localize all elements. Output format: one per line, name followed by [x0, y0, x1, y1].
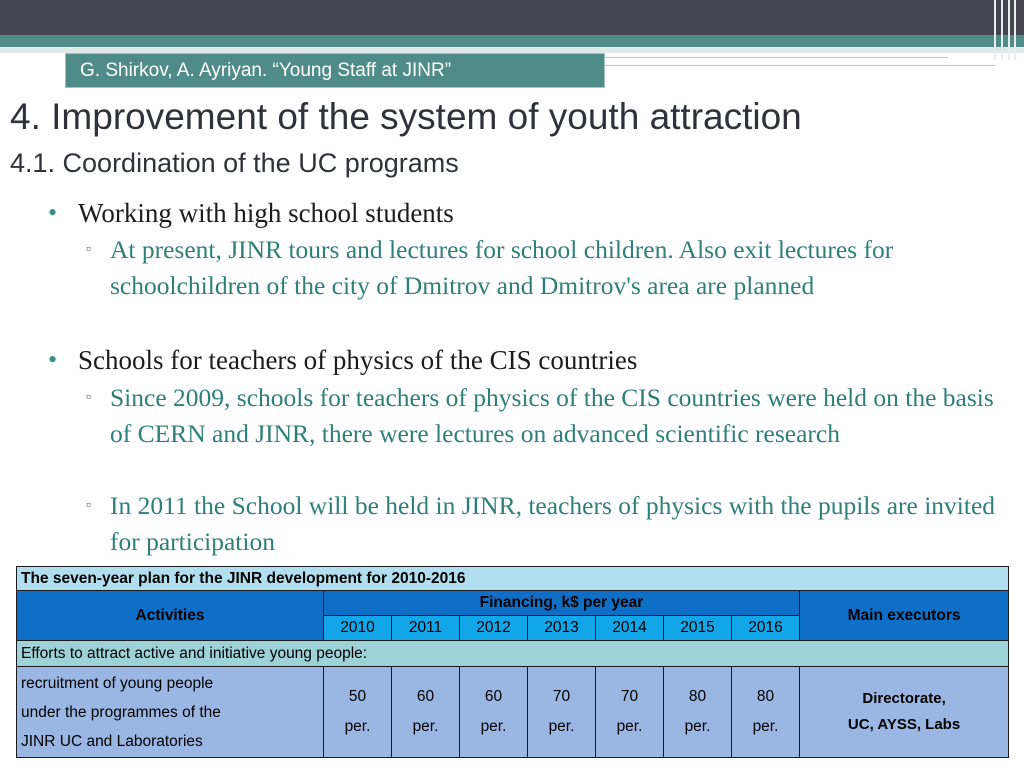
year-cell: 2013: [528, 616, 596, 641]
bullet-item: Working with high school students: [78, 198, 454, 228]
slide-subtitle: 4.1. Coordination of the UC programs: [10, 148, 459, 178]
funding-unit: per.: [344, 718, 371, 735]
funding-unit: per.: [548, 718, 575, 735]
funding-cell: [528, 667, 596, 758]
funding-unit: per.: [480, 718, 507, 735]
funding-cell: [392, 667, 460, 758]
funding-value: 80: [688, 688, 707, 705]
funding-unit: per.: [752, 718, 779, 735]
funding-value: 60: [484, 688, 503, 705]
sub-bullet-item: Since 2009, schools for teachers of physics of the CIS countries were held on the basis of CERN and JINR, there were lectures on advanced scientific research: [110, 383, 994, 448]
funding-cell: [324, 667, 392, 758]
divider-line: [605, 65, 995, 66]
funding-value: 80: [756, 688, 775, 705]
sub-bullet-item: At present, JINR tours and lectures for school children. Also exit lectures for schoolchildren of the city of Dmitrov and Dmitrov's area are planned: [110, 235, 894, 300]
decor-stripe: [994, 0, 996, 60]
year-cell: 2016: [732, 616, 800, 641]
year-cell: 2015: [664, 616, 732, 641]
year-cell: 2014: [596, 616, 664, 641]
funding-cell: [460, 667, 528, 758]
slide-title: 4. Improvement of the system of youth attraction: [10, 96, 802, 137]
sub-bullet-item: In 2011 the School will be held in JINR, teachers of physics with the pupils are invited for participation: [110, 491, 996, 556]
top-bar: [0, 0, 1024, 35]
funding-cell: [732, 667, 800, 758]
description-line: under the programmes of the: [21, 703, 221, 721]
funding-value: 50: [348, 688, 367, 705]
author-banner: G. Shirkov, A. Ayriyan. “Young Staff at JINR”: [65, 53, 605, 88]
description-line: JINR UC and Laboratories: [21, 732, 203, 750]
year-cell: 2012: [460, 616, 528, 641]
decor-stripe: [1014, 0, 1016, 60]
year-cell: 2010: [324, 616, 392, 641]
executor-line: Directorate,: [862, 690, 946, 707]
teal-band: [0, 35, 1024, 47]
decor-stripe: [1008, 0, 1010, 60]
bullet-icon: •: [48, 345, 58, 374]
sub-bullet-icon: ▫: [86, 498, 91, 513]
funding-unit: per.: [684, 718, 711, 735]
activity-description: [17, 667, 324, 758]
description-line: recruitment of young people: [21, 674, 214, 692]
bullet-item: Schools for teachers of physics of the CIS countries: [78, 345, 638, 375]
header-activities: Activities: [17, 591, 324, 641]
bullet-icon: •: [48, 198, 58, 227]
funding-value: 60: [416, 688, 435, 705]
funding-value: 70: [620, 688, 639, 705]
table-row: [17, 667, 1009, 758]
executors-cell: [800, 667, 1009, 758]
table-title: The seven-year plan for the JINR development for 2010-2016: [17, 567, 1009, 591]
decor-stripe: [1001, 0, 1003, 60]
header-executors: Main executors: [800, 591, 1009, 641]
sub-bullet-icon: ▫: [86, 242, 91, 257]
funding-value: 70: [552, 688, 571, 705]
header-financing: Financing, k$ per year: [324, 591, 800, 616]
funding-cell: [664, 667, 732, 758]
divider-line: [605, 57, 948, 58]
executor-line: UC, AYSS, Labs: [847, 716, 961, 733]
section-row: Efforts to attract active and initiative young people:: [17, 641, 1009, 667]
development-plan-table: [16, 566, 1009, 758]
funding-unit: per.: [616, 718, 643, 735]
sub-bullet-icon: ▫: [86, 390, 91, 405]
funding-unit: per.: [412, 718, 439, 735]
funding-cell: [596, 667, 664, 758]
year-cell: 2011: [392, 616, 460, 641]
